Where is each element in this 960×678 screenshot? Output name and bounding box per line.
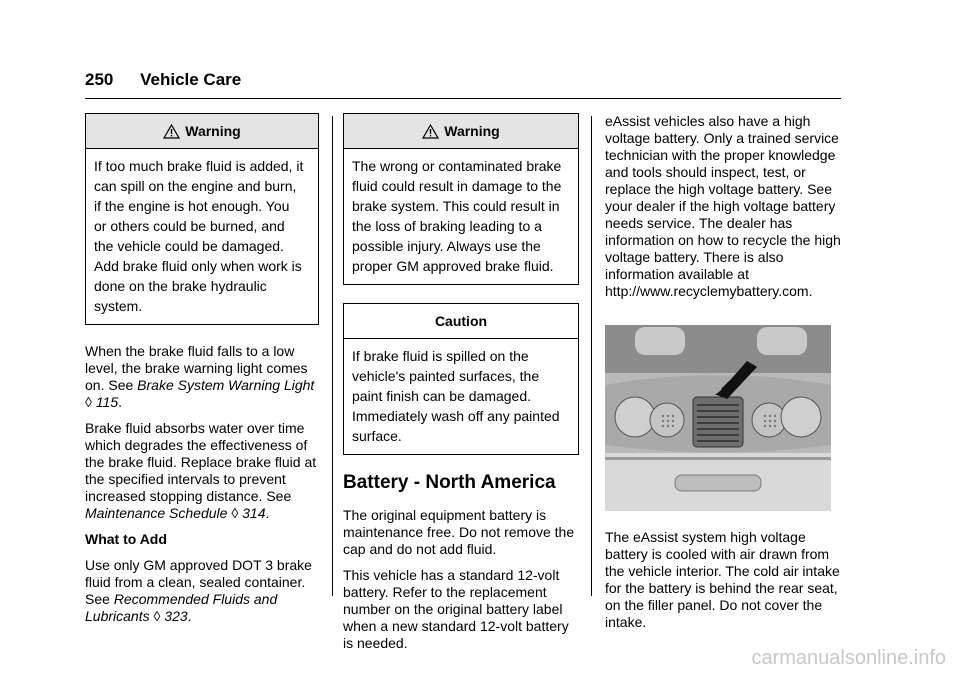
caution-title: Caution [434,312,488,329]
page-reference[interactable]: 323 [164,608,188,624]
caution-line: vehicle's painted surfaces, the [352,368,540,384]
warning-box-header [344,114,578,149]
paragraph-absorbs-water [85,420,319,522]
cross-reference-link[interactable]: Recommended Fluids and Lubricants [85,591,278,624]
warning-line: proper GM approved brake fluid. [352,258,554,274]
page-ref-arrow-icon: ◊ [153,608,161,624]
warning-box-fluid-overfill [85,113,319,325]
battery-intake-photo [605,325,831,511]
subheading-what-to-add: What to Add [85,531,167,547]
caution-line: Immediately wash off any painted [352,408,560,424]
section-heading-battery: Battery - North America [343,472,556,493]
caution-line: paint finish can be damaged. [352,388,532,404]
paragraph-maintenance-free: The original equipment battery is maintenance free. Do not remove the cap and do not add fluid. [343,507,575,557]
warning-line: fluid could result in damage to the [352,178,562,194]
page-reference[interactable]: 314 [242,505,266,521]
page-ref-arrow-icon: ◊ [85,394,92,410]
warning-line: the loss of braking leading to a [352,218,542,234]
warning-line: system. [94,298,143,314]
paragraph-use-dot3 [85,557,319,625]
warning-line: can spill on the engine and burn, [94,178,297,194]
caution-line: If brake fluid is spilled on the [352,348,529,364]
paragraph-12-volt: This vehicle has a standard 12-volt battery. Refer to the replacement number on the original battery label when a new standard 12-volt battery is needed. [343,567,569,651]
caution-text [344,339,578,454]
paragraph-cooling-intake: The eAssist system high voltage battery is cooled with air drawn from the vehicle interior. The cold air intake for the battery is behind the rear seat, on the filler panel. Do not cover the intake. [605,529,840,630]
cross-reference-link[interactable]: Brake System Warning Light [137,377,315,393]
page-header [85,70,241,90]
warning-line: possible injury. Always use the [352,238,541,254]
paragraph-text: When the brake fluid falls to a low level, the brake warning light comes on. See [85,343,308,393]
warning-triangle-icon [422,124,439,139]
punctuation: . [118,394,123,410]
middle-column [343,113,579,661]
warning-title: Warning [185,122,241,139]
caution-line: surface. [352,428,402,444]
left-column [85,113,319,634]
paragraph-eassist-hv: eAssist vehicles also have a high voltage battery. Only a trained service technician with the proper knowledge and tools should inspect, test, or replace the high voltage battery. See your dealer if the high voltage battery needs service. The dealer has information on how to recycle the high voltage battery. There is also information available at http://www.recyclemybattery.com. [605,113,841,299]
page-reference[interactable]: 115 [95,394,119,410]
warning-line: Add brake fluid only when work is [94,258,302,274]
warning-title: Warning [444,122,500,139]
warning-line: the vehicle could be damaged. [94,238,284,254]
warning-box-header [86,114,318,149]
warning-line: brake system. This could result in [352,198,560,214]
cross-reference-link[interactable]: Maintenance Schedule [85,505,228,521]
watermark-text: carmanualsonline.info [751,647,946,669]
warning-text [344,149,578,284]
warning-box-contaminated-fluid [343,113,579,285]
page-ref-arrow-icon: ◊ [231,505,239,521]
paragraph-text: Brake fluid absorbs water over time which degrades the effectiveness of the brake fluid. Replace brake fluid at the specified intervals to prevent increased stopping distance. See [85,420,317,504]
caution-box-paint [343,303,579,455]
warning-text [86,149,318,324]
right-column [605,113,841,640]
punctuation: . [265,505,270,521]
warning-line: or others could be burned, and [94,218,285,234]
paragraph-text: Use only GM approved DOT 3 brake fluid from a clean, sealed container. See [85,557,312,607]
caution-box-header [344,304,578,339]
page-number: 250 [85,70,114,89]
column-divider-1 [332,116,333,596]
warning-line: done on the brake hydraulic [94,278,267,294]
section-title: Vehicle Care [140,70,242,89]
column-divider-2 [591,116,592,596]
warning-triangle-icon [163,124,180,139]
warning-line: The wrong or contaminated brake [352,158,562,174]
punctuation: . [187,608,192,624]
header-rule [85,98,841,99]
warning-line: If too much brake fluid is added, it [94,158,304,174]
warning-line: if the engine is hot enough. You [94,198,290,214]
paragraph-low-fluid [85,343,319,411]
